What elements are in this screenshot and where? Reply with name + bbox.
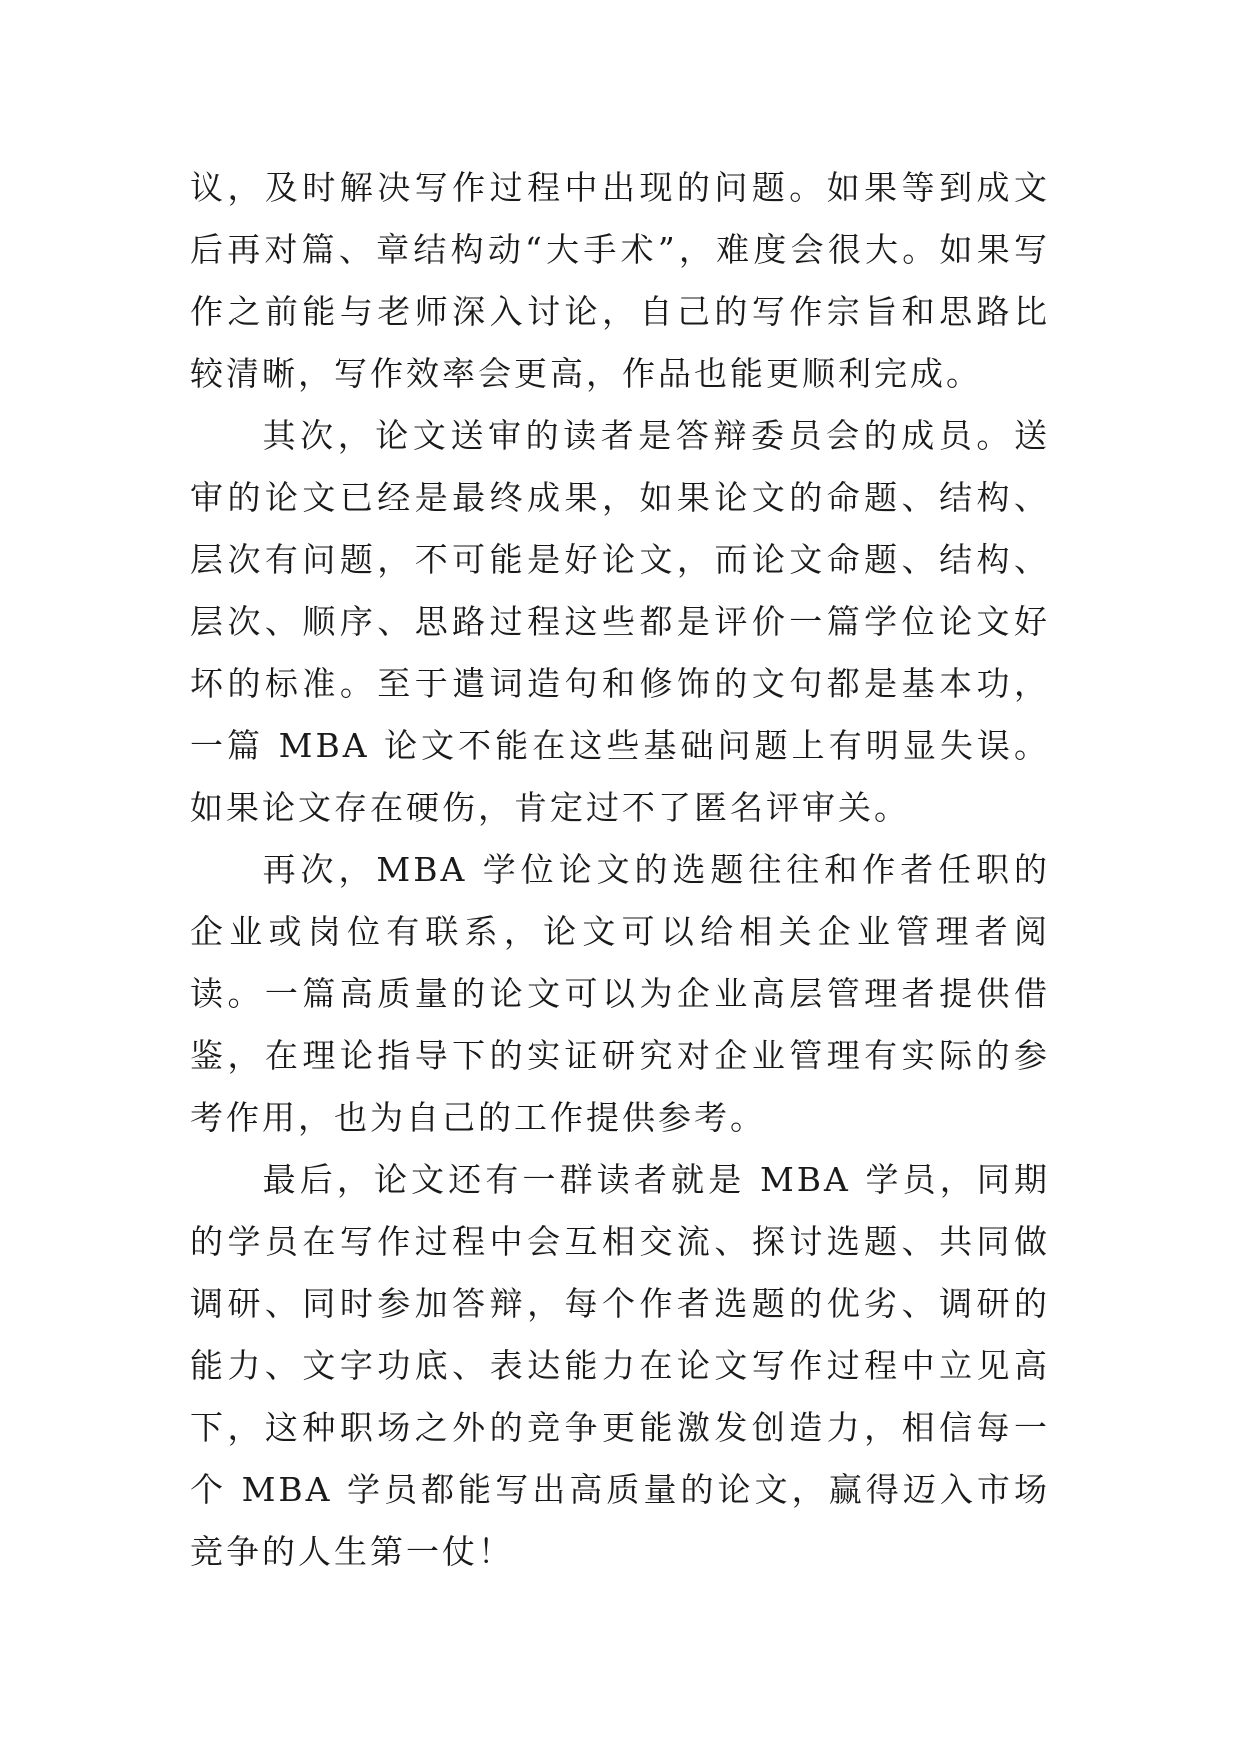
paragraph-3: 再次，MBA 学位论文的选题往往和作者任职的企业或岗位有联系，论文可以给相关企业管理者阅读。一篇高质量的论文可以为企业高层管理者提供借鉴，在理论指导下的实证研究对企业管理有实际的参考作用，也为自己的工作提供参考。 [190,850,1050,1137]
paragraph-4: 最后，论文还有一群读者就是 MBA 学员，同期的学员在写作过程中会互相交流、探讨选题、共同做调研、同时参加答辩，每个作者选题的优劣、调研的能力、文字功底、表达能力在论文写作过程中立见高下，这种职场之外的竞争更能激发创造力，相信每一个 MBA 学员都能写出高质量的论文，赢得迈入市场竞争的人生第一仗！ [190,1160,1050,1571]
body-text [190,157,1050,1583]
paragraph-1: 议，及时解决写作过程中出现的问题。如果等到成文后再对篇、章结构动“大手术”，难度会很大。如果写作之前能与老师深入讨论，自己的写作宗旨和思路比较清晰，写作效率会更高，作品也能更顺利完成。 [190,168,1050,393]
paragraph-2: 其次，论文送审的读者是答辩委员会的成员。送审的论文已经是最终成果，如果论文的命题、结构、层次有问题，不可能是好论文，而论文命题、结构、层次、顺序、思路过程这些都是评价一篇学位论文好坏的标准。至于遣词造句和修饰的文句都是基本功，一篇 MBA 论文不能在这些基础问题上有明显失误。如果论文存在硬伤，肯定过不了匿名评审关。 [190,416,1050,827]
